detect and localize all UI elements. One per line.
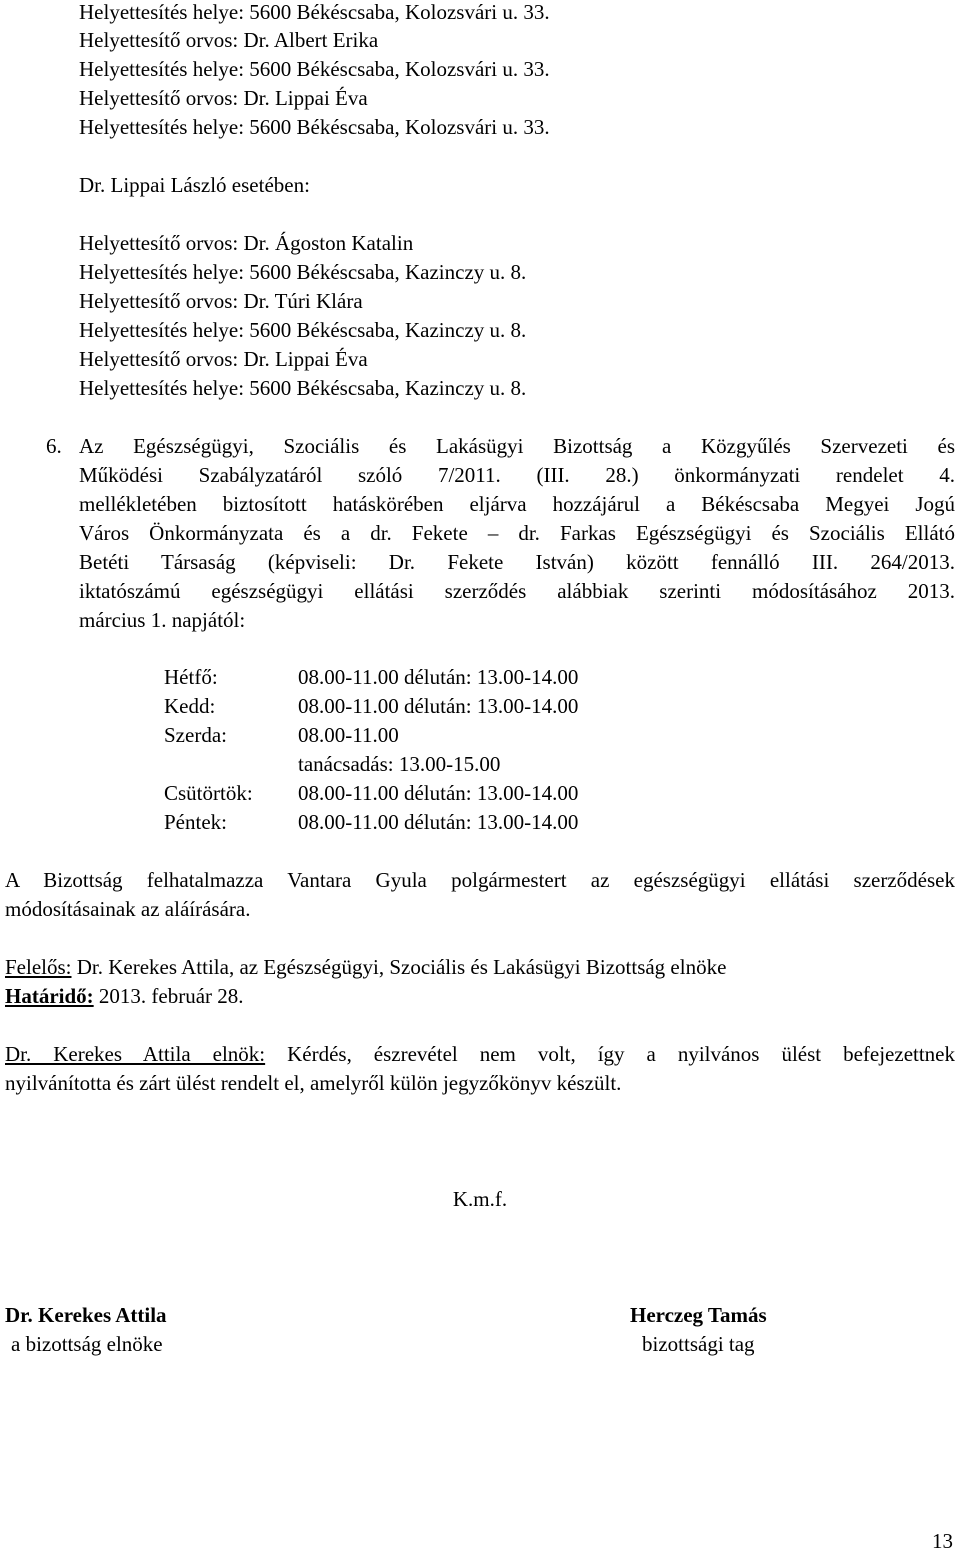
top-list-line-4: Helyettesítő orvos: Dr. Lippai Éva — [79, 86, 368, 110]
kmf: K.m.f. — [452, 1187, 508, 1211]
top-list-line-3: Helyettesítés helye: 5600 Békéscsaba, Kolozsvári u. 33. — [79, 57, 550, 81]
closing-line-1 — [5, 1040, 955, 1069]
schedule-day: Hétfő: — [164, 665, 218, 689]
responsible-value: Dr. Kerekes Attila, az Egészségügyi, Szociális és Lakásügyi Bizottság elnöke — [71, 955, 727, 979]
signature-right-role: bizottsági tag — [642, 1332, 755, 1356]
item-number: 6. — [46, 434, 62, 458]
closing-text: Kérdés, észrevétel nem volt, így a nyilvános ülést befejezettnek — [265, 1042, 956, 1066]
page-number: 13 — [932, 1529, 953, 1553]
signature-left-name: Dr. Kerekes Attila — [5, 1303, 167, 1327]
item6-line-7: március 1. napjától: — [79, 608, 246, 632]
item6-line-2: Működési Szabályzatáról szóló 7/2011. (III. 28.) önkormányzati rendelet 4. — [79, 463, 955, 487]
schedule-day: Kedd: — [164, 694, 216, 718]
schedule-hours: 08.00-11.00 — [298, 723, 399, 747]
schedule-hours: 08.00-11.00 délután: 13.00-14.00 — [298, 781, 579, 805]
item6-line-5: Betéti Társaság (képviseli: Dr. Fekete István) között fennálló III. 264/2013. — [79, 550, 955, 574]
responsible-label: Felelős: — [5, 955, 72, 979]
authorization-line-1: A Bizottság felhatalmazza Vantara Gyula polgármestert az egészségügyi ellátási szerződések — [5, 868, 955, 892]
schedule-day: Péntek: — [164, 810, 227, 834]
schedule-hours: 08.00-11.00 délután: 13.00-14.00 — [298, 810, 579, 834]
lippai-list-line-6: Helyettesítés helye: 5600 Békéscsaba, Kazinczy u. 8. — [79, 376, 527, 400]
schedule-hours: tanácsadás: 13.00-15.00 — [298, 752, 501, 776]
top-list-line-2: Helyettesítő orvos: Dr. Albert Erika — [79, 28, 379, 52]
lippai-list-line-2: Helyettesítés helye: 5600 Békéscsaba, Kazinczy u. 8. — [79, 260, 527, 284]
lippai-list-line-4: Helyettesítés helye: 5600 Békéscsaba, Kazinczy u. 8. — [79, 318, 527, 342]
schedule-day: Szerda: — [164, 723, 227, 747]
lippai-list-line-1: Helyettesítő orvos: Dr. Ágoston Katalin — [79, 231, 414, 255]
lippai-list-line-5: Helyettesítő orvos: Dr. Lippai Éva — [79, 347, 368, 371]
item6-line-6: iktatószámú egészségügyi ellátási szerződés alábbiak szerinti módosításához 2013. — [79, 579, 955, 603]
item6-line-3: mellékletében biztosított hatáskörében eljárva hozzájárul a Békéscsaba Megyei Jogú — [79, 492, 955, 516]
deadline-label: Határidő: — [5, 984, 94, 1008]
lippai-list-line-3: Helyettesítő orvos: Dr. Túri Klára — [79, 289, 363, 313]
item6-line-4: Város Önkormányzata és a dr. Fekete – dr. Farkas Egészségügyi és Szociális Ellátó — [79, 521, 955, 545]
top-list-line-1: Helyettesítés helye: 5600 Békéscsaba, Kolozsvári u. 33. — [79, 0, 550, 24]
responsible-line — [5, 953, 726, 982]
closing-line-2: nyilvánította és zárt ülést rendelt el, amelyről külön jegyzőkönyv készült. — [5, 1071, 622, 1095]
lippai-heading: Dr. Lippai László esetében: — [79, 173, 310, 197]
top-list-line-5: Helyettesítés helye: 5600 Békéscsaba, Kolozsvári u. 33. — [79, 115, 550, 139]
item6-line-1: Az Egészségügyi, Szociális és Lakásügyi Bizottság a Közgyűlés Szervezeti és — [79, 434, 955, 458]
schedule-hours: 08.00-11.00 délután: 13.00-14.00 — [298, 665, 579, 689]
signature-right-name: Herczeg Tamás — [630, 1303, 767, 1327]
authorization-line-2: módosításainak az aláírására. — [5, 897, 251, 921]
schedule-hours: 08.00-11.00 délután: 13.00-14.00 — [298, 694, 579, 718]
schedule-day: Csütörtök: — [164, 781, 253, 805]
closing-speaker: Dr. Kerekes Attila elnök: — [5, 1042, 266, 1066]
deadline-value: 2013. február 28. — [93, 984, 244, 1008]
signature-left-role: a bizottság elnöke — [11, 1332, 163, 1356]
deadline-line — [5, 982, 244, 1011]
